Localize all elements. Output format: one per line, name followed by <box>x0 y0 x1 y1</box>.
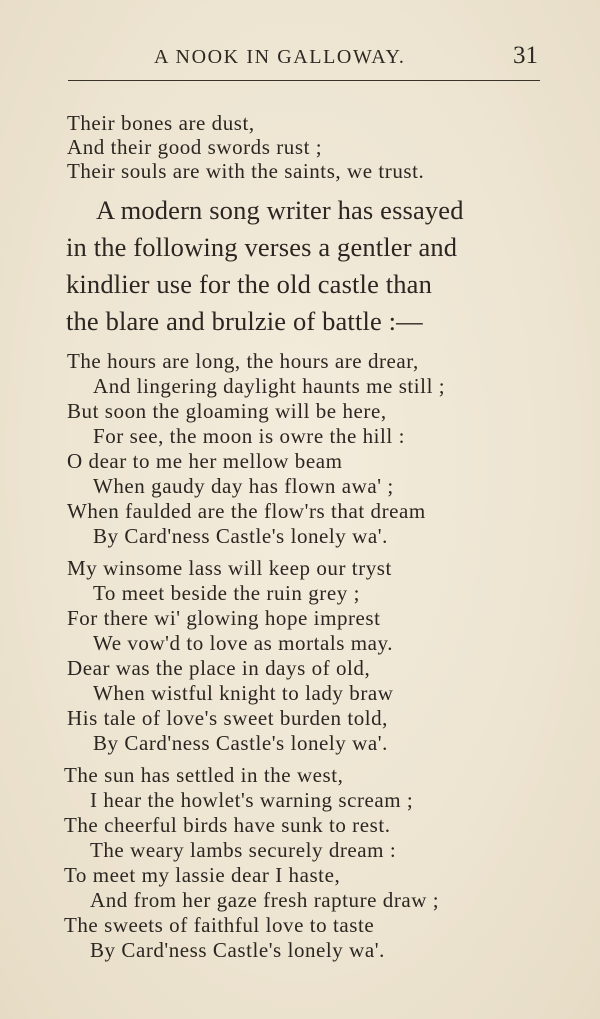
verse-line: By Card'ness Castle's lonely wa'. <box>93 524 388 548</box>
verse-line: His tale of love's sweet burden told, <box>67 706 388 730</box>
verse-line: And lingering daylight haunts me still ; <box>93 374 446 398</box>
paragraph-line: in the following verses a gentler and <box>66 232 458 262</box>
verse-line: O dear to me her mellow beam <box>67 449 343 473</box>
verse-line: And from her gaze fresh rapture draw ; <box>90 888 440 912</box>
verse-line: The hours are long, the hours are drear, <box>67 349 419 373</box>
verse-line: But soon the gloaming will be here, <box>67 399 387 423</box>
verse-line: My winsome lass will keep our tryst <box>67 556 392 580</box>
epigraph-line: And their good swords rust ; <box>67 135 323 159</box>
running-title: A NOOK IN GALLOWAY. <box>154 46 406 68</box>
paragraph-line: the blare and brulzie of battle :— <box>66 306 423 336</box>
verse-line: The sweets of faithful love to taste <box>64 913 375 937</box>
verse-line: When faulded are the flow'rs that dream <box>67 499 426 523</box>
verse-line: To meet beside the ruin grey ; <box>93 581 360 605</box>
verse-line: When gaudy day has flown awa' ; <box>93 474 394 498</box>
page-header <box>68 40 540 81</box>
epigraph-line: Their bones are dust, <box>67 111 255 135</box>
verse-line: I hear the howlet's warning scream ; <box>90 788 414 812</box>
paragraph-line: kindlier use for the old castle than <box>66 269 432 299</box>
verse-line: The cheerful birds have sunk to rest. <box>64 813 391 837</box>
page-number: 31 <box>513 42 538 69</box>
verse-line: To meet my lassie dear I haste, <box>64 863 341 887</box>
verse-line: For see, the moon is owre the hill : <box>93 424 406 448</box>
verse-line: For there wi' glowing hope imprest <box>67 606 381 630</box>
paragraph-line: A modern song writer has essayed <box>96 195 464 225</box>
verse-line: Dear was the place in days of old, <box>67 656 371 680</box>
verse-line: When wistful knight to lady braw <box>93 681 394 705</box>
epigraph-line: Their souls are with the saints, we trust. <box>67 159 425 183</box>
verse-line: The weary lambs securely dream : <box>90 838 397 862</box>
verse-line: By Card'ness Castle's lonely wa'. <box>90 938 385 962</box>
verse-line: The sun has settled in the west, <box>64 763 344 787</box>
verse-line: By Card'ness Castle's lonely wa'. <box>93 731 388 755</box>
verse-line: We vow'd to love as mortals may. <box>93 631 394 655</box>
